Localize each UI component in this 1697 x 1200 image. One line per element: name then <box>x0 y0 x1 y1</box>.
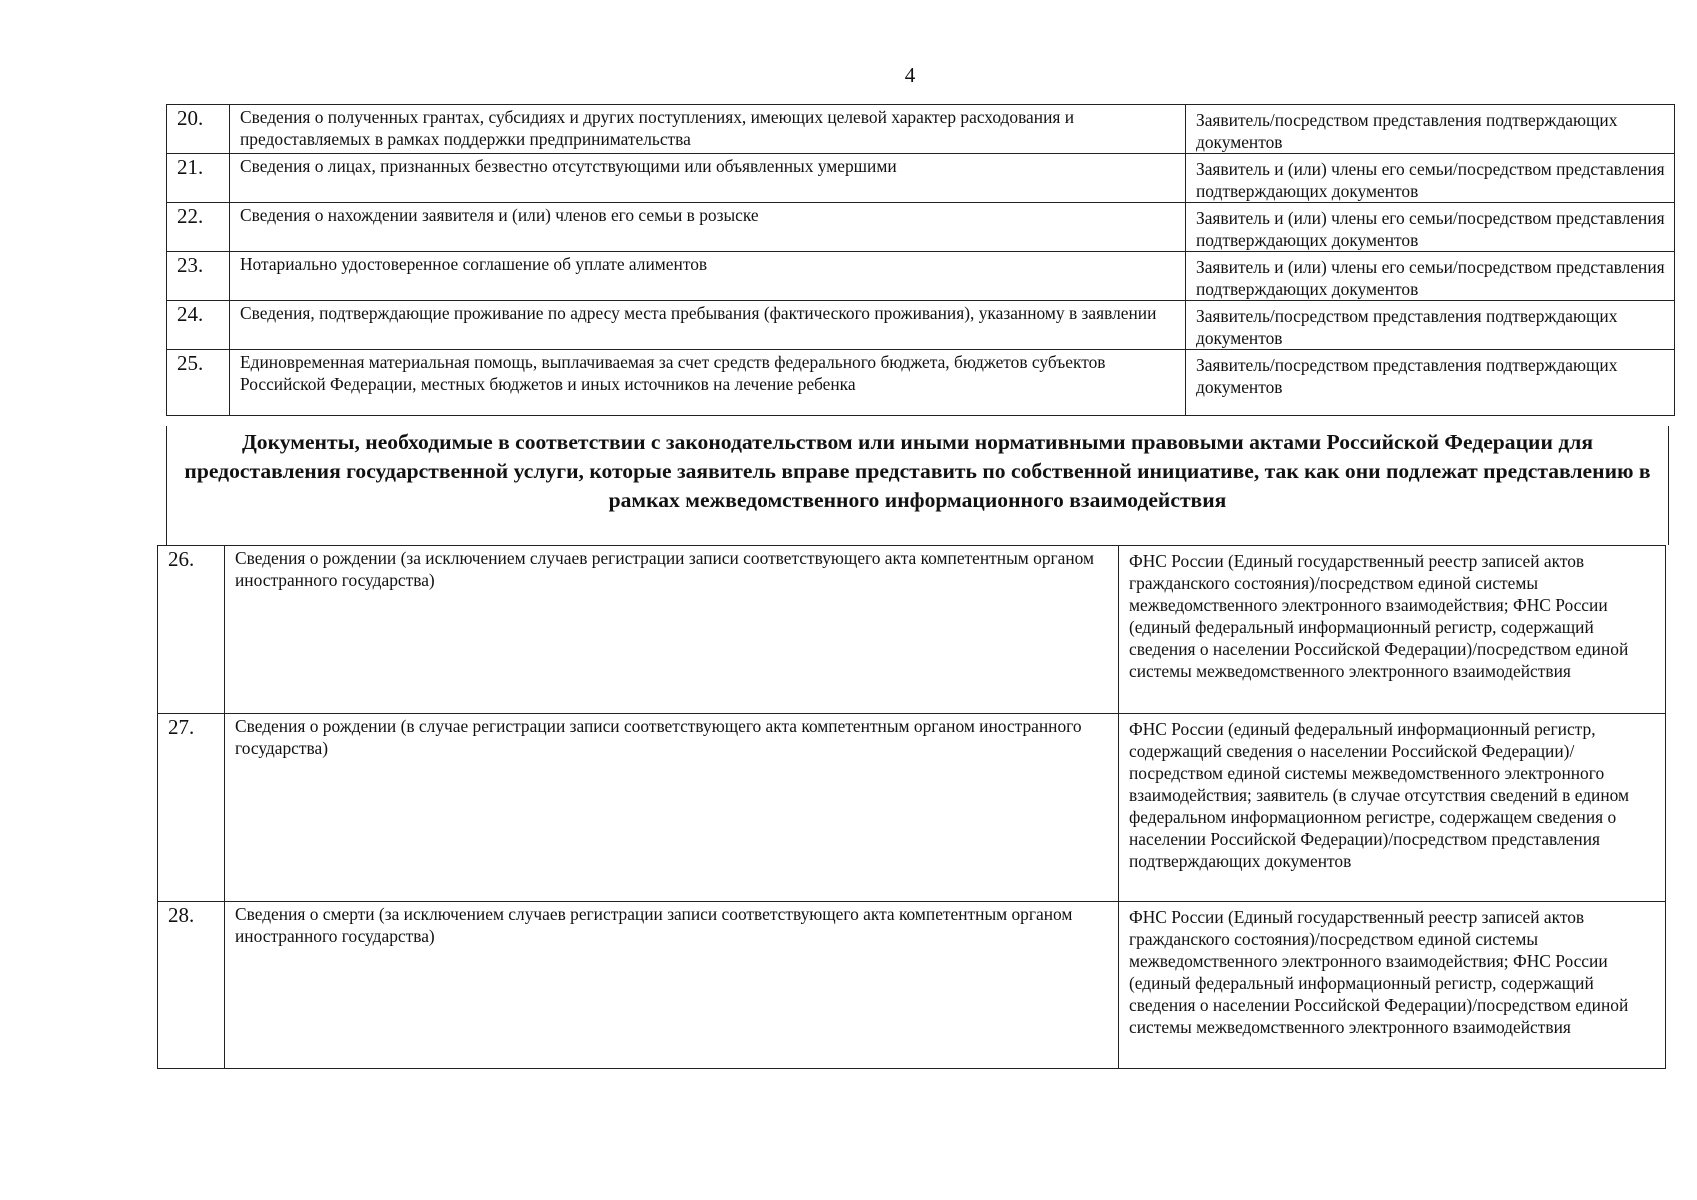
documents-table-bottom <box>157 545 1666 1069</box>
document-name: Сведения о рождении (в случае регистрации записи соответствующего акта компетентным органом иностранного государства) <box>225 714 1119 902</box>
table-row <box>158 546 1666 714</box>
document-name: Сведения о полученных грантах, субсидиях и других поступлениях, имеющих целевой характер расходования и предоставляемых в рамках поддержки предпринимательства <box>230 105 1186 154</box>
row-number: 28. <box>158 902 225 1069</box>
page-number: 4 <box>904 63 916 87</box>
document-source: ФНС России (Единый государственный реестр записей актов гражданского состояния)/посредством единой системы межведомственного электронного взаимодействия; ФНС России (единый федеральный информационный регистр, содержащий сведения о населении Российской Федерации)/посредством единой системы межведомственного электронного взаимодействия <box>1119 902 1666 1069</box>
document-source: Заявитель и (или) члены его семьи/посредством представления подтверждающих документов <box>1186 154 1675 203</box>
table-row <box>158 714 1666 902</box>
table-row <box>167 105 1675 154</box>
document-source: Заявитель и (или) члены его семьи/посредством представления подтверждающих документов <box>1186 252 1675 301</box>
document-source: Заявитель и (или) члены его семьи/посредством представления подтверждающих документов <box>1186 203 1675 252</box>
section-heading: Документы, необходимые в соответствии с законодательством или иными нормативными правовыми актами Российской Федерации для предоставления государственной услуги, которые заявитель вправе представить по собственной инициативе, так как они подлежат представлению в рамках межведомственного информационного взаимодействия <box>184 430 1651 512</box>
table-row <box>167 301 1675 350</box>
table-row <box>167 252 1675 301</box>
document-name: Сведения о лицах, признанных безвестно отсутствующими или объявленных умершими <box>230 154 1186 203</box>
document-source: ФНС России (единый федеральный информационный регистр, содержащий сведения о населении Российской Федерации)/посредством единой системы межведомственного электронного взаимодействия; заявитель (в случае отсутствия сведений в едином федеральном информационном регистре, содержащем сведения о населении Российской Федерации)/посредством представления подтверждающих документов <box>1119 714 1666 902</box>
document-name: Сведения, подтверждающие проживание по адресу места пребывания (фактического проживания), указанному в заявлении <box>230 301 1186 350</box>
row-number: 20. <box>167 105 230 154</box>
document-name: Сведения о рождении (за исключением случаев регистрации записи соответствующего акта компетентным органом иностранного государства) <box>225 546 1119 714</box>
row-number: 21. <box>167 154 230 203</box>
document-source: Заявитель/посредством представления подтверждающих документов <box>1186 301 1675 350</box>
table-row <box>167 350 1675 416</box>
row-number: 26. <box>158 546 225 714</box>
section-heading-block <box>166 426 1669 545</box>
row-number: 24. <box>167 301 230 350</box>
document-name: Нотариально удостоверенное соглашение об уплате алиментов <box>230 252 1186 301</box>
table-row <box>167 203 1675 252</box>
document-name: Сведения о смерти (за исключением случаев регистрации записи соответствующего акта компетентным органом иностранного государства) <box>225 902 1119 1069</box>
table-row <box>158 902 1666 1069</box>
document-name: Единовременная материальная помощь, выплачиваемая за счет средств федерального бюджета, бюджетов субъектов Российской Федерации, местных бюджетов и иных источников на лечение ребенка <box>230 350 1186 416</box>
documents-table-top <box>166 104 1675 416</box>
document-source: Заявитель/посредством представления подтверждающих документов <box>1186 350 1675 416</box>
row-number: 22. <box>167 203 230 252</box>
row-number: 23. <box>167 252 230 301</box>
document-source: Заявитель/посредством представления подтверждающих документов <box>1186 105 1675 154</box>
document-source: ФНС России (Единый государственный реестр записей актов гражданского состояния)/посредством единой системы межведомственного электронного взаимодействия; ФНС России (единый федеральный информационный регистр, содержащий сведения о населении Российской Федерации)/посредством единой системы межведомственного электронного взаимодействия <box>1119 546 1666 714</box>
document-name: Сведения о нахождении заявителя и (или) членов его семьи в розыске <box>230 203 1186 252</box>
row-number: 27. <box>158 714 225 902</box>
table-row <box>167 154 1675 203</box>
row-number: 25. <box>167 350 230 416</box>
